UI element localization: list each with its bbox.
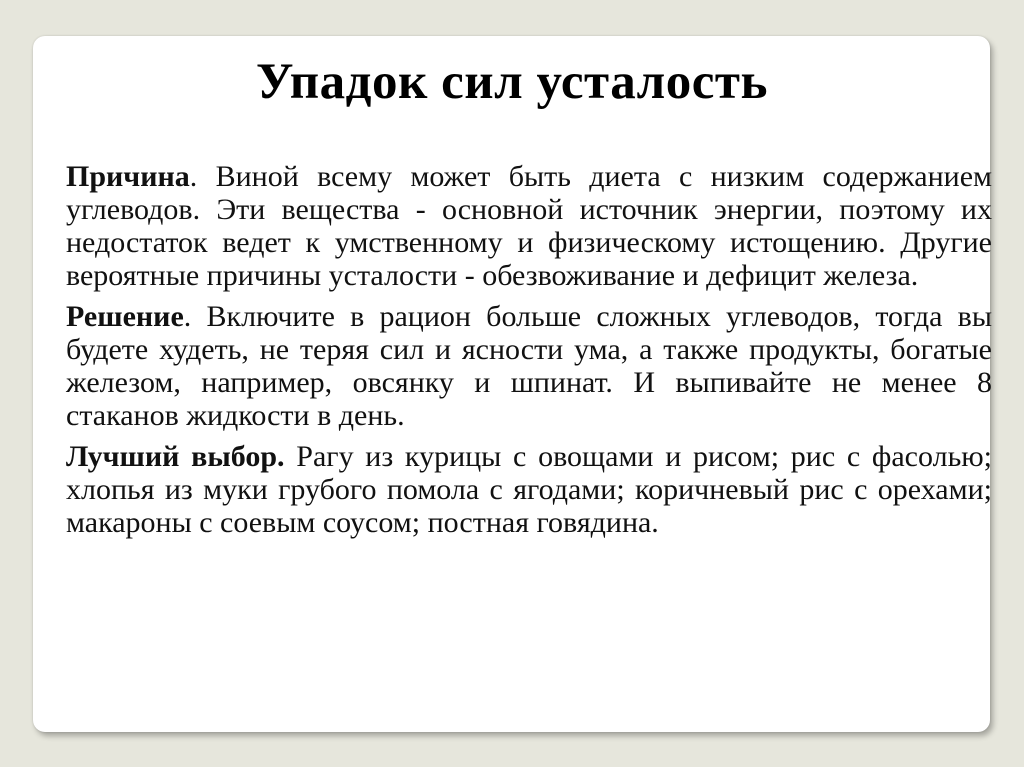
- paragraph-solution-heading: Решение: [66, 300, 184, 333]
- paragraph-cause-punct: .: [189, 160, 198, 193]
- paragraph-solution-punct: .: [183, 300, 192, 333]
- slide-title: Упадок сил усталость: [256, 54, 768, 110]
- paragraph-cause-heading: Причина: [66, 160, 190, 193]
- paragraph-solution: [66, 300, 992, 432]
- paragraph-cause-text: Виной всему может быть диета с низким содержанием углеводов. Эти вещества - основной источник энергии, поэтому их недостаток ведет к умственному и физическому истощению. Другие вероятные причины усталости - обезвоживание и дефицит железа.: [66, 160, 992, 292]
- paragraph-cause: [66, 160, 992, 292]
- paragraph-best-choice-heading: Лучший выбор.: [66, 440, 285, 473]
- slide-body: [66, 160, 992, 547]
- paragraph-best-choice-text: Рагу из курицы с овощами и рисом; рис с фасолью; хлопья из муки грубого помола с ягодами; коричневый рис с орехами; макароны с соевым соусом; постная говядина.: [66, 440, 992, 539]
- paragraph-solution-text: Включите в рацион больше сложных углеводов, тогда вы будете худеть, не теряя сил и ясности ума, а также продукты, богатые железом, например, овсянку и шпинат. И выпивайте не менее 8 стаканов жидкости в день.: [66, 300, 992, 432]
- paragraph-best-choice: [66, 440, 992, 539]
